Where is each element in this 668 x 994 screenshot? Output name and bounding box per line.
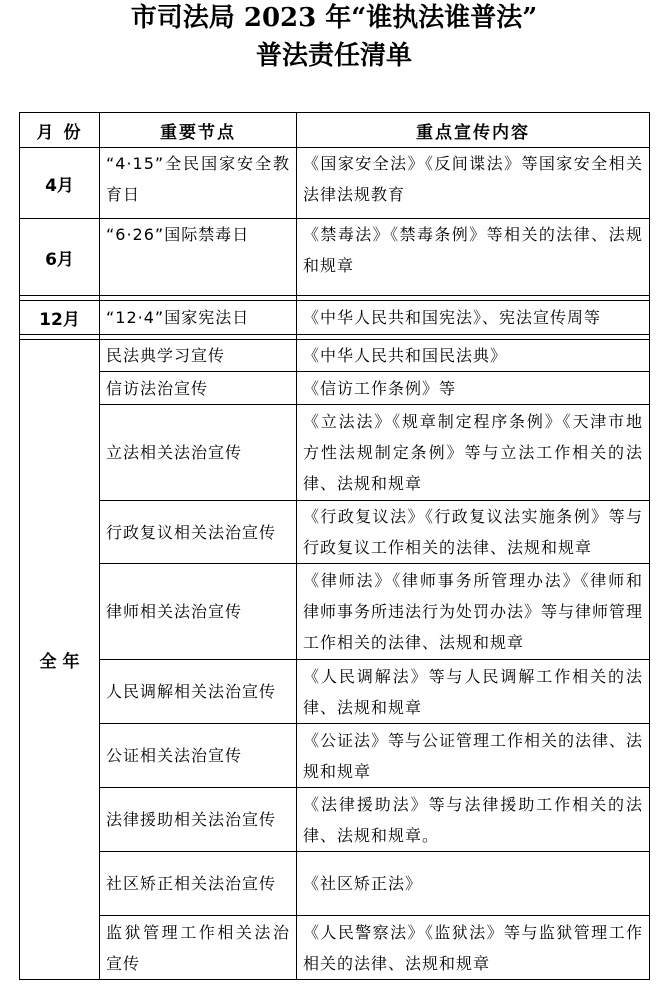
row-content: 《中华人民共和国宪法》、宪法宣传周等: [297, 301, 650, 335]
title-line-1: 市司法局 2023 年“谁执法谁普法”: [130, 3, 538, 33]
row-node: 人民调解相关法治宣传: [100, 660, 297, 724]
row-content: 《行政复议法》《行政复议法实施条例》等与行政复议工作相关的法律、法规和规章: [297, 501, 650, 564]
row-node: 公证相关法治宣传: [100, 724, 297, 788]
table-header-row: [20, 113, 650, 148]
table-row: [20, 219, 650, 296]
table-row: [20, 301, 650, 335]
row-content: 《人民警察法》《监狱法》等与监狱管理工作相关的法律、法规和规章: [297, 916, 650, 980]
row-month: 6月: [20, 219, 100, 296]
table-row: [20, 788, 650, 852]
table-row: [20, 564, 650, 660]
row-node: “12·4”国家宪法日: [100, 301, 297, 335]
row-content: 《禁毒法》《禁毒条例》等相关的法律、法规和规章: [297, 219, 650, 296]
table-row: [20, 501, 650, 564]
table-row: [20, 852, 650, 916]
row-content: 《法律援助法》等与法律援助工作相关的法律、法规和规章。: [297, 788, 650, 852]
row-node: 行政复议相关法治宣传: [100, 501, 297, 564]
header-content: 重点宣传内容: [297, 113, 650, 148]
row-node: 民法典学习宣传: [100, 340, 297, 372]
header-node: 重要节点: [100, 113, 297, 148]
row-content: 《律师法》《律师事务所管理办法》《律师和律师事务所违法行为处罚办法》等与律师管理工作相关的法律、法规和规章: [297, 564, 650, 660]
table-row: [20, 148, 650, 219]
table-row: [20, 340, 650, 372]
responsibility-table: [19, 112, 650, 980]
table-row: [20, 372, 650, 405]
header-month: 月 份: [20, 113, 100, 148]
row-month: 4月: [20, 148, 100, 219]
title-line-2: 普法责任清单: [255, 41, 412, 71]
row-month: 12月: [20, 301, 100, 335]
row-node: 法律援助相关法治宣传: [100, 788, 297, 852]
row-content: 《社区矫正法》: [297, 852, 650, 916]
row-node: “4·15”全民国家安全教育日: [100, 148, 297, 219]
row-content: 《信访工作条例》等: [297, 372, 650, 405]
row-node: “6·26”国际禁毒日: [100, 219, 297, 296]
row-node: 立法相关法治宣传: [100, 405, 297, 501]
row-content: 《公证法》等与公证管理工作相关的法律、法规和规章: [297, 724, 650, 788]
table-row: [20, 916, 650, 980]
row-node: 监狱管理工作相关法治宣传: [100, 916, 297, 980]
row-node: 社区矫正相关法治宣传: [100, 852, 297, 916]
row-node: 信访法治宣传: [100, 372, 297, 405]
row-content: 《立法法》《规章制定程序条例》《天津市地方性法规制定条例》等与立法工作相关的法律、法规和规章: [297, 405, 650, 501]
table-row: [20, 660, 650, 724]
row-content: 《中华人民共和国民法典》: [297, 340, 650, 372]
row-content: 《国家安全法》《反间谍法》等国家安全相关法律法规教育: [297, 148, 650, 219]
full-year-month: 全 年: [20, 340, 100, 980]
table-row: [20, 724, 650, 788]
row-node: 律师相关法治宣传: [100, 564, 297, 660]
row-content: 《人民调解法》等与人民调解工作相关的法律、法规和规章: [297, 660, 650, 724]
table-row: [20, 405, 650, 501]
